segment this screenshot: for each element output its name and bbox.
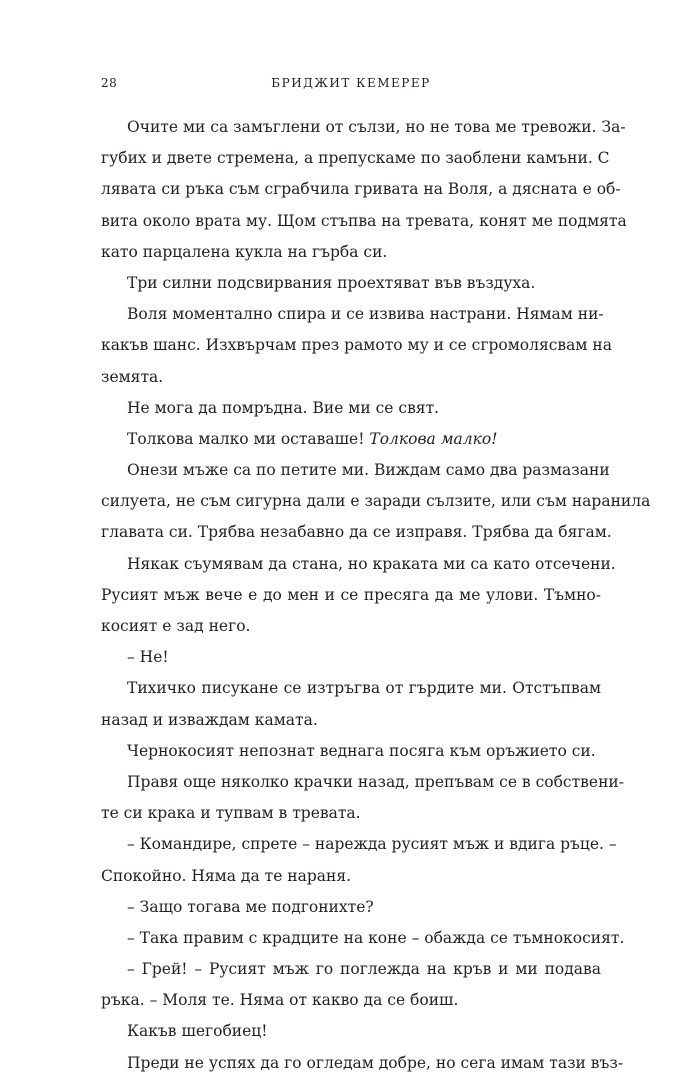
- text-line: [101, 642, 601, 673]
- text-line: [101, 705, 601, 736]
- text-line-content: – Грей! – Русият мъж го поглежда на кръв и ми подава: [127, 960, 601, 979]
- text-line-content: Очите ми са замъглени от сълзи, но не това ме тревожи. За-: [127, 118, 626, 136]
- text-line-content: земята.: [101, 367, 164, 386]
- text-line-content: Толкова малко ми оставаше!: [127, 429, 370, 448]
- text-line: [101, 736, 601, 767]
- text-line: [101, 299, 604, 330]
- text-line: [101, 393, 601, 424]
- text-line: [101, 580, 601, 611]
- text-line: [101, 455, 610, 486]
- text-line-content: – Не!: [127, 648, 169, 667]
- text-line: [101, 486, 651, 517]
- text-line: [101, 829, 617, 860]
- text-line-content: Три силни подсвирвания проехтяват във въздуха.: [127, 273, 536, 292]
- text-line-content: ръка. – Моля те. Няма от какво да се боиш.: [101, 991, 459, 1010]
- text-line-content: като парцалена кукла на гърба си.: [101, 242, 388, 261]
- text-line-content: вита около врата му. Щом стъпва на тревата, конят ме подмята: [101, 211, 627, 230]
- text-line-content: главата си. Трябва незабавно да се изправя. Трябва да бягам.: [101, 523, 612, 542]
- italic-text: Толкова малко!: [369, 429, 498, 448]
- text-line: [101, 985, 601, 1016]
- running-head: БРИДЖИТ КЕМЕРЕР: [271, 76, 431, 90]
- body-text: [101, 112, 651, 1079]
- text-line: [101, 1048, 624, 1079]
- text-line-content: косият е зад него.: [101, 617, 251, 635]
- text-line-content: Тихичко писукане се изтръгва от гърдите ми. Отстъпвам: [127, 679, 601, 698]
- text-line-content: силуета, не съм сигурна дали е заради сълзите, или съм наранила: [101, 492, 651, 511]
- text-line-content: – Така правим с крадците на коне – обажда се тъмнокосият.: [127, 928, 625, 947]
- text-line-content: какъв шанс. Изхвърчам през рамото му и се сгромолясвам на: [101, 336, 612, 355]
- text-line: [101, 517, 612, 548]
- text-line: [101, 112, 626, 143]
- text-line-content: лявата си ръка съм сграбчила гривата на Воля, а дясната е об-: [101, 180, 621, 199]
- text-line: [101, 549, 616, 580]
- text-line: [101, 362, 601, 393]
- text-line-content: Преди не успях да го огледам добре, но сега имам тази въз-: [127, 1053, 624, 1072]
- text-line-content: – Защо тогава ме подгонихте?: [127, 897, 374, 916]
- text-line: [101, 954, 601, 985]
- text-line-content: Чернокосият непознат веднага посяга към оръжието си.: [127, 741, 596, 760]
- text-line: [101, 673, 601, 704]
- text-line: [101, 923, 625, 954]
- text-line-content: губих и двете стремена, а препускаме по заоблени камъни. С: [101, 149, 610, 168]
- text-line-content: Какъв шегобиец!: [127, 1022, 268, 1041]
- text-line: [101, 767, 624, 798]
- text-line-content: Правя още няколко крачки назад, препъвам се в собствени-: [127, 772, 624, 791]
- page-number: 28: [101, 76, 118, 90]
- text-line-content: назад и изваждам камата.: [101, 710, 318, 729]
- text-line: [101, 330, 612, 361]
- text-line-content: Русият мъж вече е до мен и се пресяга да ме улови. Тъмно-: [101, 585, 601, 604]
- text-line-content: те си крака и тупвам в тревата.: [101, 804, 361, 823]
- text-line: [101, 1016, 601, 1047]
- text-line: [101, 143, 610, 174]
- text-line: [101, 798, 601, 829]
- text-line-content: Спокойно. Няма да те нараня.: [101, 866, 352, 885]
- text-line: [101, 206, 627, 237]
- text-line: [101, 861, 601, 892]
- text-line: [101, 268, 601, 299]
- text-line-content: – Командире, спрете – нарежда русият мъж и вдига ръце. –: [127, 835, 617, 854]
- text-line-content: Някак съумявам да стана, но краката ми са като отсечени.: [127, 554, 616, 573]
- page-header: [101, 76, 601, 96]
- text-line-content: Воля моментално спира и се извива настрани. Нямам ни-: [127, 305, 604, 324]
- text-line: [101, 892, 601, 923]
- text-line: [101, 424, 601, 455]
- text-line: [101, 237, 601, 268]
- text-line-content: Не мога да помръдна. Вие ми се свят.: [127, 398, 440, 417]
- text-line: [101, 174, 621, 205]
- text-line-content: Онези мъже са по петите ми. Виждам само два размазани: [127, 461, 610, 480]
- text-line: [101, 611, 601, 642]
